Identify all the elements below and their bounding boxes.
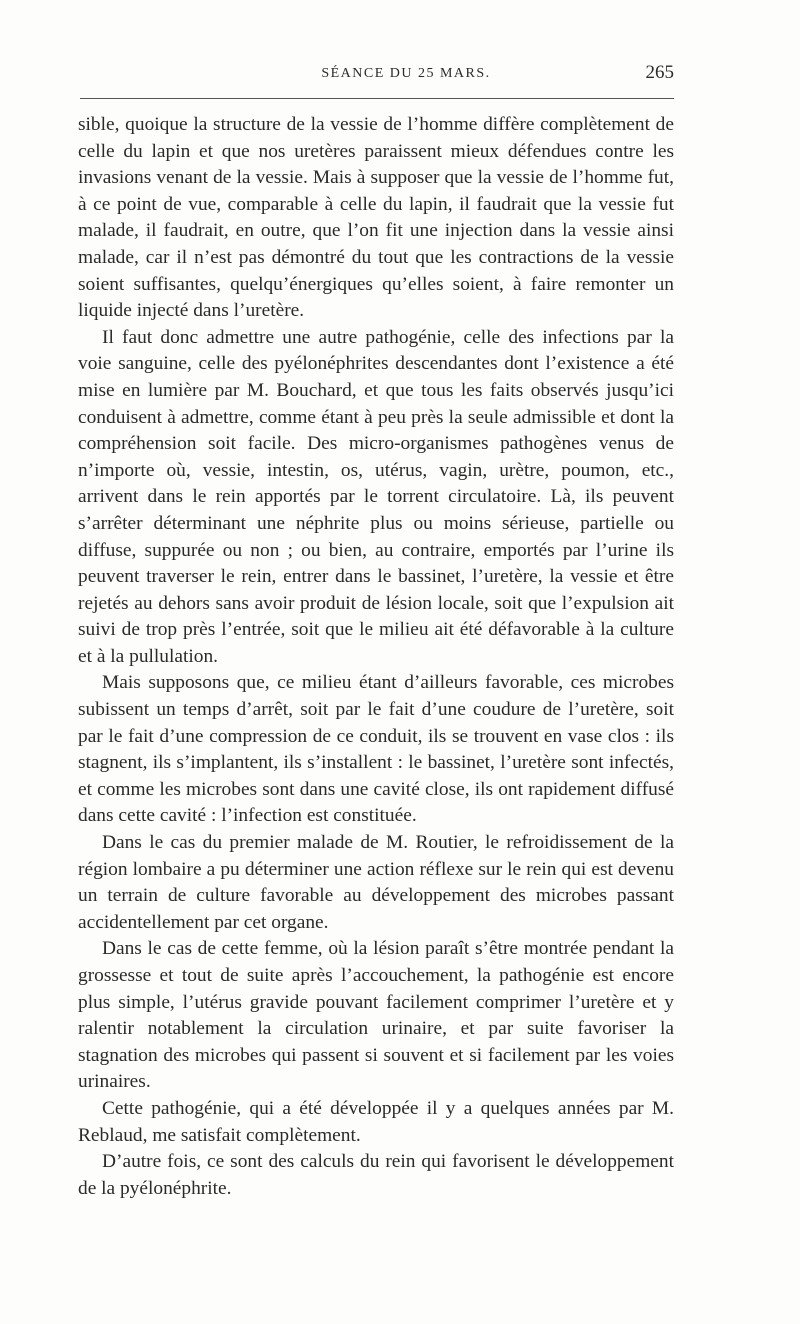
page-number: 265 xyxy=(645,62,674,83)
body-text xyxy=(78,112,674,1202)
paragraph: Mais supposons que, ce milieu étant d’ailleurs favorable, ces microbes subissent un temps d’arrêt, soit par le fait d’une coudure de l’uretère, soit par le fait d’une compression de ce conduit, ils se trouvent en vase clos : ils stagnent, ils s’implantent, ils s’installent : le bassinet, l’uretère sont infectés, et comme les microbes sont dans une cavité close, ils ont rapidement diffusé dans cette cavité : l’infection est constituée. xyxy=(78,672,674,827)
paragraph: Il faut donc admettre une autre pathogénie, celle des infections par la voie sanguine, celle des pyélonéphrites descendantes dont l’existence a été mise en lumière par M. Bouchard, et que tous les faits observés jusqu’ici conduisent à admettre, comme étant à peu près la seule admissible et dont la compréhension soit facile. Des micro-organismes pathogènes venus de n’importe où, vessie, intestin, os, utérus, vagin, urètre, poumon, etc., arrivent dans le rein apportés par le torrent circulatoire. Là, ils peuvent s’arrêter déterminant une néphrite plus ou moins sérieuse, partielle ou diffuse, suppurée ou non ; ou bien, au contraire, emportés par l’urine ils peuvent traverser le rein, entrer dans le bassinet, l’uretère, la vessie et être rejetés au dehors sans avoir produit de lésion locale, soit que l’expulsion ait suivi de trop près l’entrée, soit que le milieu ait été défavorable à la culture et à la pullulation. xyxy=(78,326,674,667)
paragraph: sible, quoique la structure de la vessie de l’homme diffère complètement de celle du lapin et que nos uretères paraissent mieux défendues contre les invasions venant de la vessie. Mais à supposer que la vessie de l’homme fut, à ce point de vue, comparable à celle du lapin, il faudrait que la vessie fut malade, il faudrait, en outre, que l’on fit une injection dans la vessie ainsi malade, car il n’est pas démontré du tout que les contractions de la vessie soient suffisantes, quelqu’énergiques qu’elles soient, à faire remonter un liquide injecté dans l’uretère. xyxy=(78,114,674,322)
paragraph: D’autre fois, ce sont des calculs du rein qui favorisent le développement de la pyélonéphrite. xyxy=(78,1151,674,1199)
paragraph: Dans le cas du premier malade de M. Routier, le refroidissement de la région lombaire a pu déterminer une action réflexe sur le rein qui est devenu un terrain de culture favorable au développement des microbes passant accidentellement par cet organe. xyxy=(78,832,674,933)
page-header xyxy=(78,62,674,86)
paragraph: Cette pathogénie, qui a été développée il y a quelques années par M. Reblaud, me satisfait complètement. xyxy=(78,1097,674,1146)
header-rule xyxy=(80,98,674,99)
paragraph: Dans le cas de cette femme, où la lésion paraît s’être montrée pendant la grossesse et tout de suite après l’accouchement, la pathogénie est encore plus simple, l’utérus gravide pouvant facilement comprimer l’uretère et y ralentir notablement la circulation urinaire, et par suite favoriser la stagnation des microbes qui passent si souvent et si facilement par les voies urinaires. xyxy=(78,938,674,1093)
running-head: SÉANCE DU 25 MARS. xyxy=(321,66,491,81)
